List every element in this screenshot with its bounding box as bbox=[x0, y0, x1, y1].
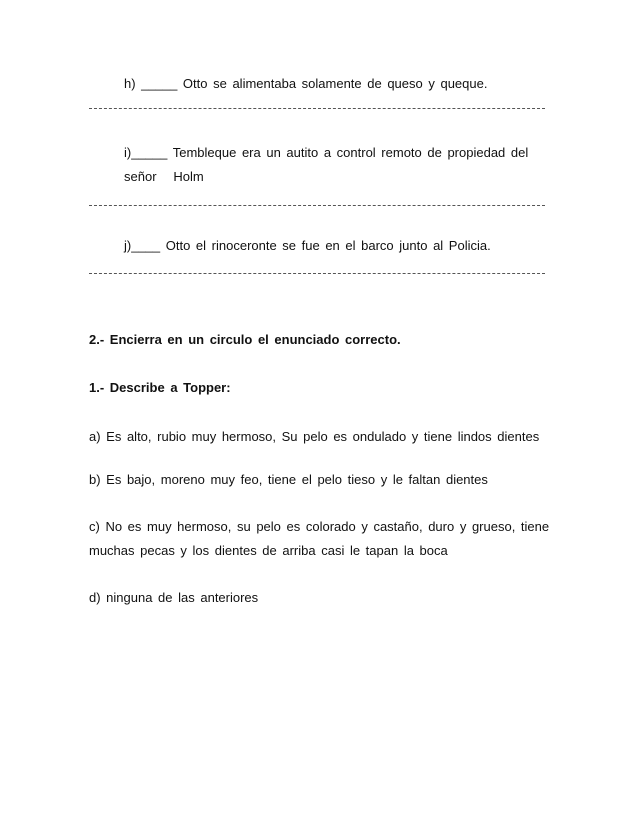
option-b: b) Es bajo, moreno muy feo, tiene el pelo tieso y le faltan dientes bbox=[89, 472, 488, 487]
answer-line-i bbox=[89, 205, 545, 206]
section-title: 2.- Encierra en un circulo el enunciado correcto. bbox=[89, 332, 401, 347]
statement-i-continued: señor Holm bbox=[124, 169, 204, 184]
statement-h: h) _____ Otto se alimentaba solamente de queso y queque. bbox=[124, 76, 488, 91]
option-d: d) ninguna de las anteriores bbox=[89, 590, 259, 605]
statement-i: i)_____ Tembleque era un autito a control remoto de propiedad del bbox=[124, 145, 529, 160]
answer-line-h bbox=[89, 108, 545, 109]
question-title: 1.- Describe a Topper: bbox=[89, 380, 231, 395]
option-a: a) Es alto, rubio muy hermoso, Su pelo es ondulado y tiene lindos dientes bbox=[89, 429, 540, 444]
answer-line-j bbox=[89, 273, 545, 274]
option-c: c) No es muy hermoso, su pelo es colorado y castaño, duro y grueso, tiene bbox=[89, 519, 550, 534]
statement-j: j)____ Otto el rinoceronte se fue en el barco junto al Policia. bbox=[124, 238, 491, 253]
option-c-continued: muchas pecas y los dientes de arriba casi le tapan la boca bbox=[89, 543, 448, 558]
